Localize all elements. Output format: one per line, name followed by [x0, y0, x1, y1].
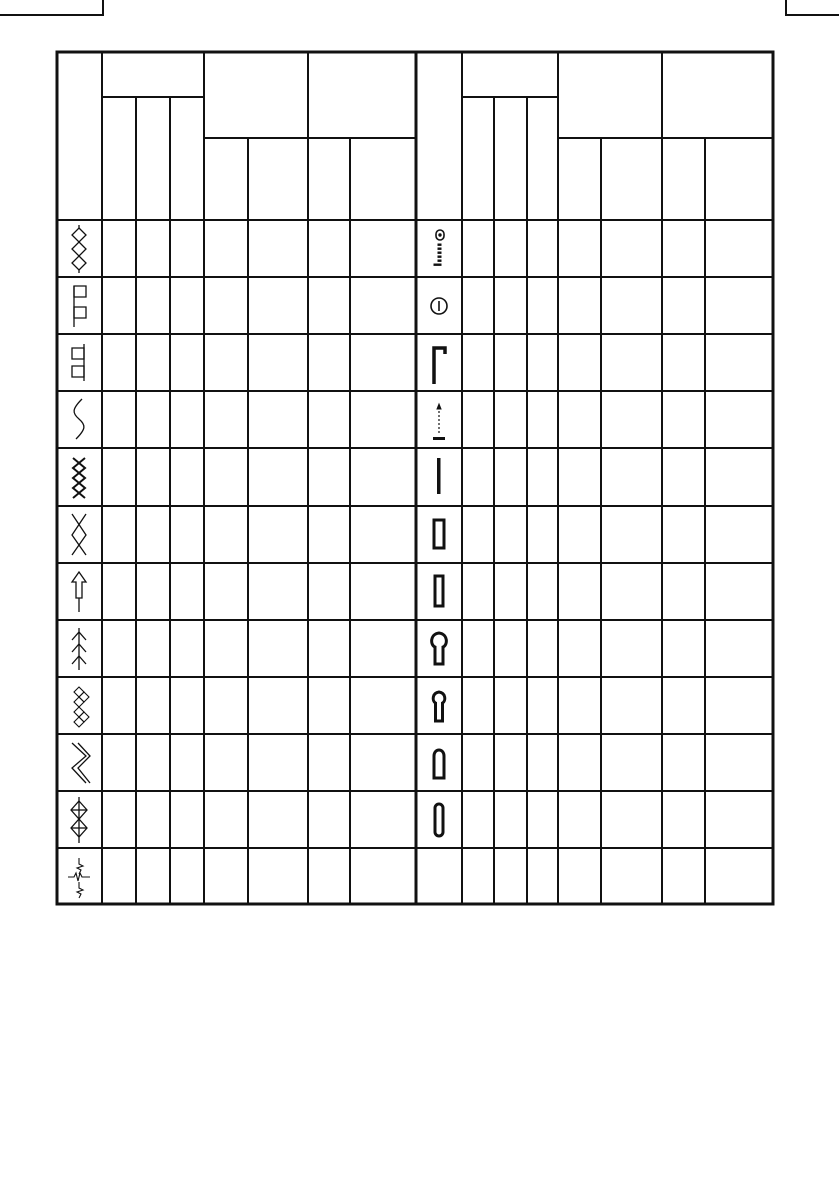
- chevron-stitch-icon: [64, 738, 94, 788]
- wave-stitch-icon: [64, 395, 94, 445]
- narrow-buttonhole-icon: [424, 566, 454, 616]
- rounded-buttonhole-icon: [424, 738, 454, 788]
- feather-stitch-icon: [64, 624, 94, 674]
- circle-stitch-icon: [424, 281, 454, 331]
- zigzag-cross-stitch-icon: [64, 509, 94, 559]
- wide-buttonhole-icon: [424, 509, 454, 559]
- round-end-buttonhole-icon: [424, 795, 454, 845]
- bartack-arrow-icon: [424, 395, 454, 445]
- double-cross-stitch-icon: [64, 452, 94, 502]
- diamond-chain-stitch-icon: [64, 224, 94, 274]
- box-stitch-alt-icon: [64, 338, 94, 388]
- decorative-diamond-stitch-icon: [64, 681, 94, 731]
- keyhole-buttonhole-icon: [424, 624, 454, 674]
- straight-bar-icon: [424, 452, 454, 502]
- lightning-stitch-icon: [64, 852, 94, 902]
- diamond-cross-stitch-icon: [64, 795, 94, 845]
- keyhole-small-buttonhole-icon: [424, 681, 454, 731]
- buttonhole-gauge-icon: [424, 224, 454, 274]
- corner-stitch-icon: [424, 338, 454, 388]
- arrow-stitch-icon: [64, 566, 94, 616]
- box-stitch-icon: [64, 281, 94, 331]
